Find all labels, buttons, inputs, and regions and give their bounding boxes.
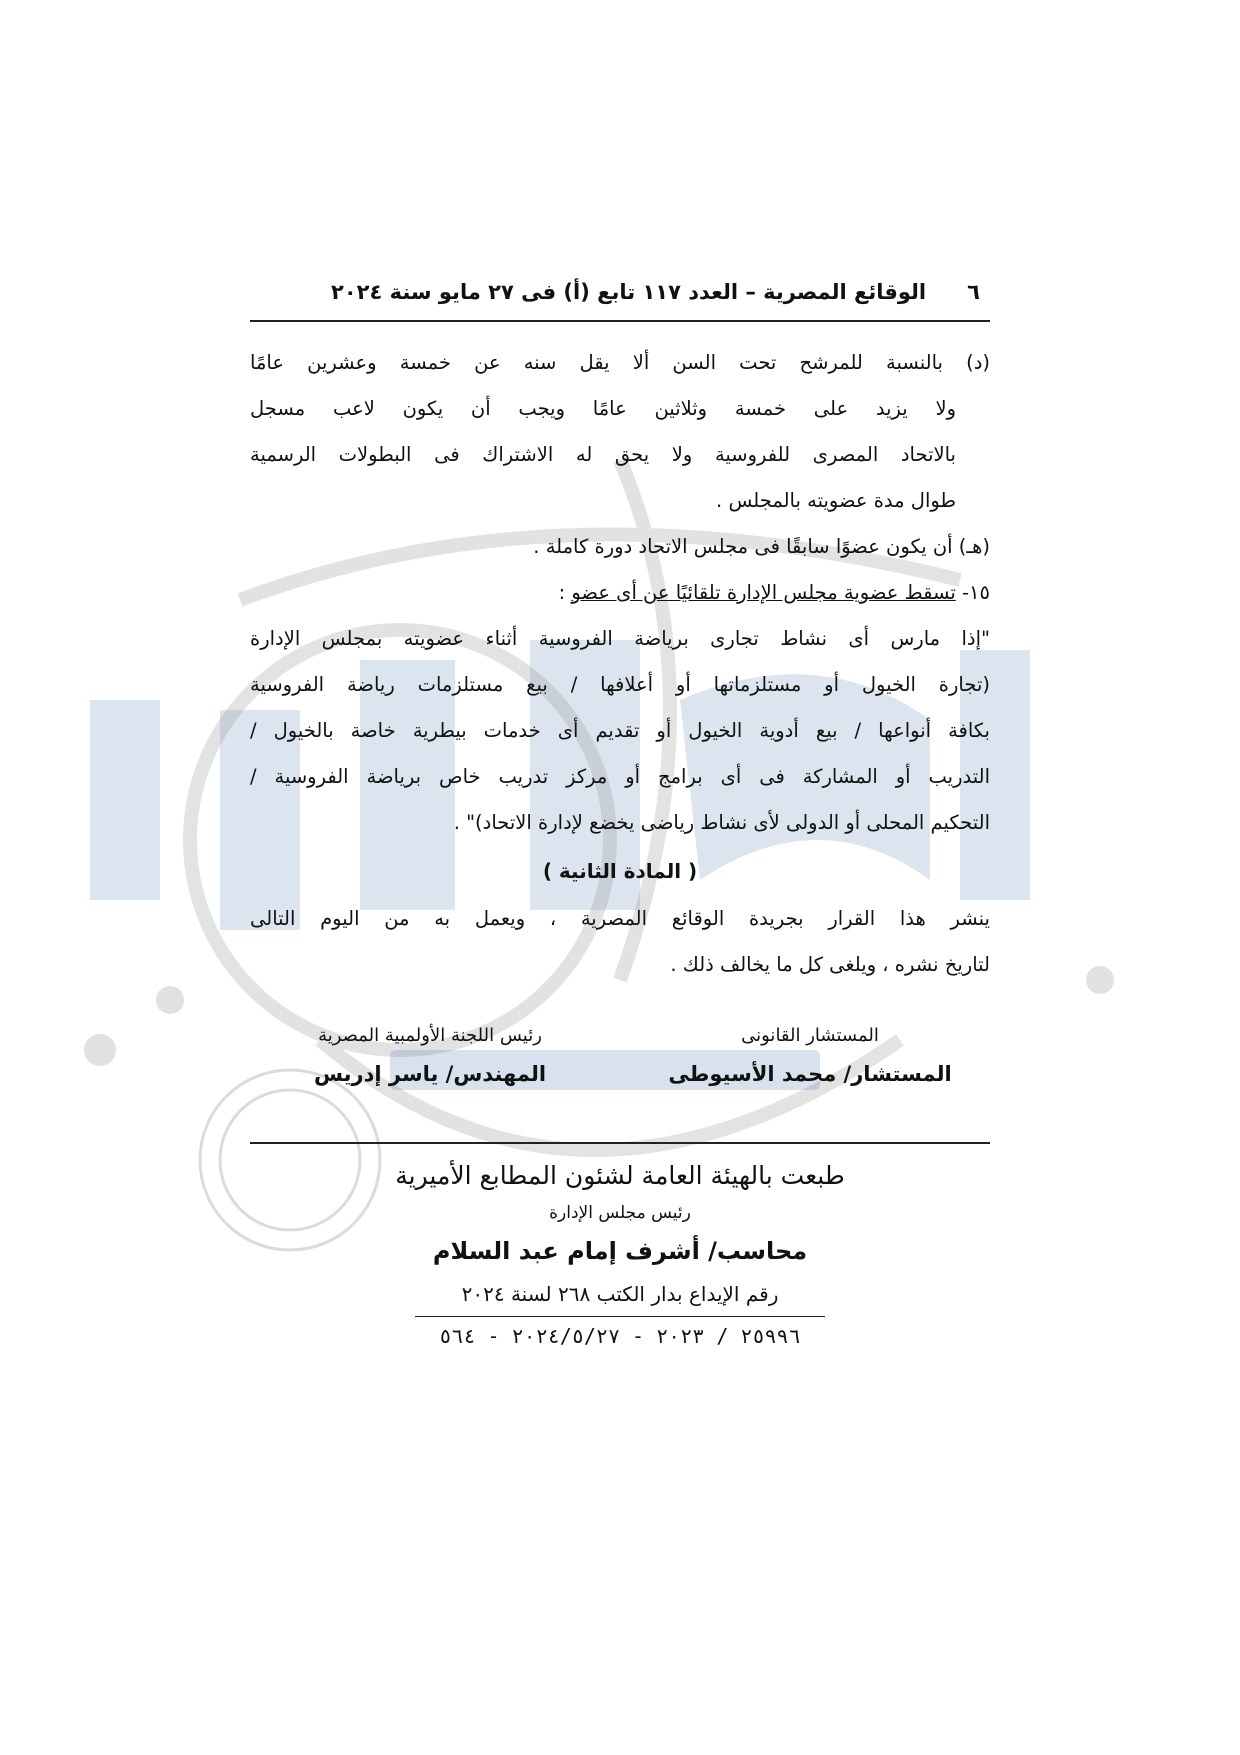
- page-footer: [250, 1154, 990, 1355]
- signature-olympic-chair: [250, 1018, 610, 1094]
- item-15-colon: :: [558, 581, 572, 604]
- clause-h-line: (هـ) أن يكون عضوًا سابقًا فى مجلس الاتحاد دورة كاملة .: [533, 535, 990, 558]
- signature-name: المهندس/ ياسر إدريس: [313, 1062, 547, 1086]
- signature-block: [250, 1018, 990, 1094]
- gazette-page: [250, 280, 990, 1355]
- page-header: [250, 280, 990, 322]
- deposit-number: رقم الإيداع بدار الكتب ٢٦٨ لسنة ٢٠٢٤: [461, 1282, 779, 1306]
- print-code: ٢٥٩٩٦ / ٢٠٢٣ - ٢٠٢٤/٥/٢٧ - ٥٦٤: [439, 1324, 801, 1348]
- quote-line: التحكيم المحلى أو الدولى لأى نشاط رياضى يخضع لإدارة الاتحاد)" .: [453, 811, 990, 834]
- clause-d-line: (د) بالنسبة للمرشح تحت السن ألا يقل سنه عن خمسة وعشرين عامًا: [250, 351, 990, 374]
- signature-role: المستشار القانونى: [741, 1025, 879, 1046]
- signature-legal-advisor: [630, 1018, 990, 1094]
- quote-line: التدريب أو المشاركة فى أى برامج أو مركز تدريب خاص برياضة الفروسية /: [250, 765, 990, 788]
- article-line: ينشر هذا القرار بجريدة الوقائع المصرية ، ويعمل به من اليوم التالى: [250, 907, 990, 930]
- article-heading: ( المادة الثانية ): [542, 859, 698, 883]
- board-chair-role: رئيس مجلس الإدارة: [549, 1203, 691, 1223]
- clause-d-line: طوال مدة عضويته بالمجلس .: [716, 489, 956, 512]
- footer-divider: [250, 1142, 990, 1144]
- clause-d-line: ولا يزيد على خمسة وثلاثين عامًا ويجب أن يكون لاعب مسجل: [250, 397, 956, 420]
- signature-role: رئيس اللجنة الأولمبية المصرية: [318, 1025, 542, 1046]
- item-15-text: تسقط عضوية مجلس الإدارة تلقائيًا عن أى عضو: [571, 581, 956, 604]
- item-15-line: [250, 570, 990, 616]
- board-chair-name: محاسب/ أشرف إمام عبد السلام: [432, 1237, 808, 1265]
- signature-name: المستشار/ محمد الأسيوطى: [668, 1062, 952, 1086]
- item-15-number: ١٥-: [955, 581, 990, 604]
- article-line: لتاريخ نشره ، ويلغى كل ما يخالف ذلك .: [670, 953, 990, 976]
- gazette-title: الوقائع المصرية – العدد ١١٧ تابع (أ) فى ٢٧ مايو سنة ٢٠٢٤: [331, 280, 927, 304]
- page-number: ٦: [967, 280, 980, 304]
- quote-line: بكافة أنواعها / بيع أدوية الخيول أو تقديم أى خدمات بيطرية خاصة بالخيول /: [250, 719, 990, 742]
- document-body: [250, 340, 990, 988]
- quote-line: (تجارة الخيول أو مستلزماتها أو أعلافها / بيع مستلزمات رياضة الفروسية: [250, 673, 990, 696]
- printer-line: طبعت بالهيئة العامة لشئون المطابع الأميرية: [395, 1161, 845, 1190]
- quote-line: "إذا مارس أى نشاط تجارى برياضة الفروسية أثناء عضويته بمجلس الإدارة: [250, 627, 990, 650]
- clause-d-line: بالاتحاد المصرى للفروسية ولا يحق له الاشتراك فى البطولات الرسمية: [250, 443, 956, 466]
